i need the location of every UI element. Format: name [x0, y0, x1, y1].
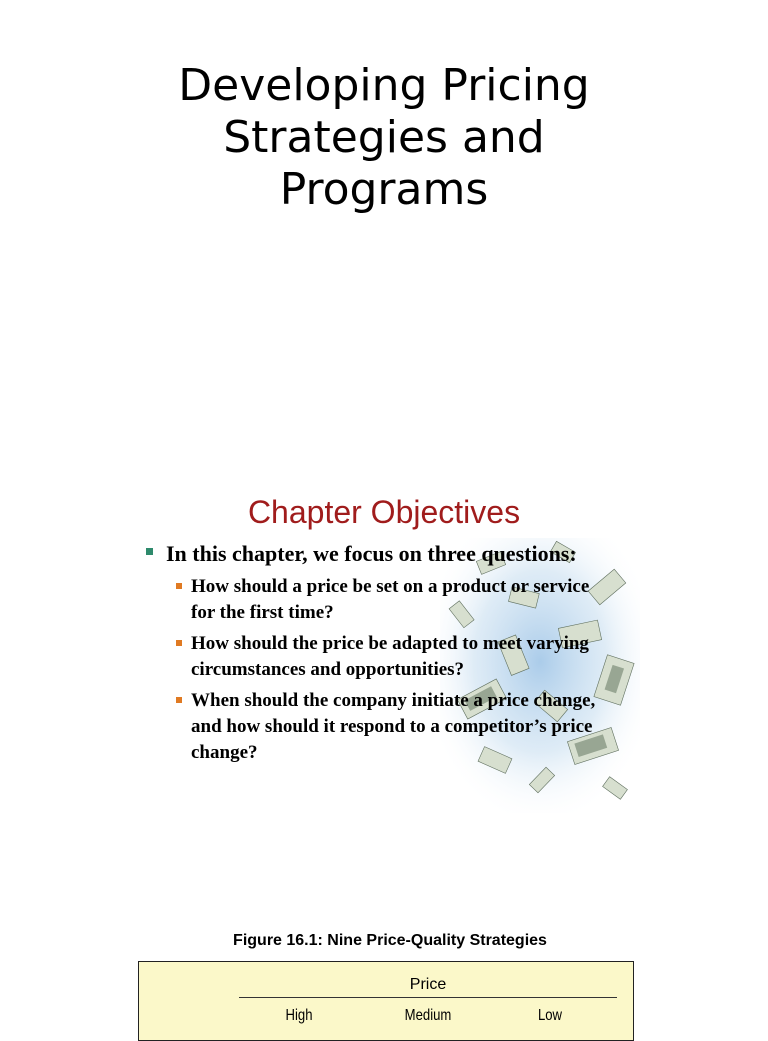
title-line: Programs: [279, 164, 489, 215]
title-slide: [0, 0, 768, 460]
price-axis-rule: [239, 997, 617, 998]
figure-slide: [0, 900, 768, 1024]
question-text: How should a price be set on a product or service for the first time?: [191, 576, 590, 623]
main-bullet-text: In this chapter, we focus on three questions:: [166, 541, 577, 566]
question-item: [166, 574, 616, 626]
square-bullet-icon: [176, 583, 182, 589]
column-label-low: Low: [537, 1007, 563, 1024]
objectives-slide: [0, 480, 768, 880]
square-bullet-icon: [176, 640, 182, 646]
question-text: When should the company initiate a price change, and how should it respond to a competitor’s price change?: [191, 690, 596, 763]
presentation-title: [84, 60, 684, 216]
column-label-medium: Medium: [404, 1007, 452, 1024]
square-bullet-icon: [176, 697, 182, 703]
question-text: How should the price be adapted to meet varying circumstances and opportunities?: [191, 633, 589, 680]
title-line: Developing Pricing: [178, 60, 590, 111]
square-bullet-icon: [146, 548, 153, 555]
main-bullet-item: [146, 540, 616, 766]
price-quality-figure: [138, 961, 634, 1041]
question-list: [166, 574, 616, 766]
column-label-high: High: [285, 1007, 313, 1024]
question-item: [166, 631, 616, 683]
question-item: [166, 688, 616, 766]
figure-caption: Figure 16.1: Nine Price-Quality Strategies: [233, 932, 547, 949]
objectives-list: [146, 540, 616, 771]
price-axis-title: Price: [409, 976, 447, 993]
title-line: Strategies and: [223, 112, 545, 163]
chapter-objectives-heading: Chapter Objectives: [247, 494, 521, 530]
